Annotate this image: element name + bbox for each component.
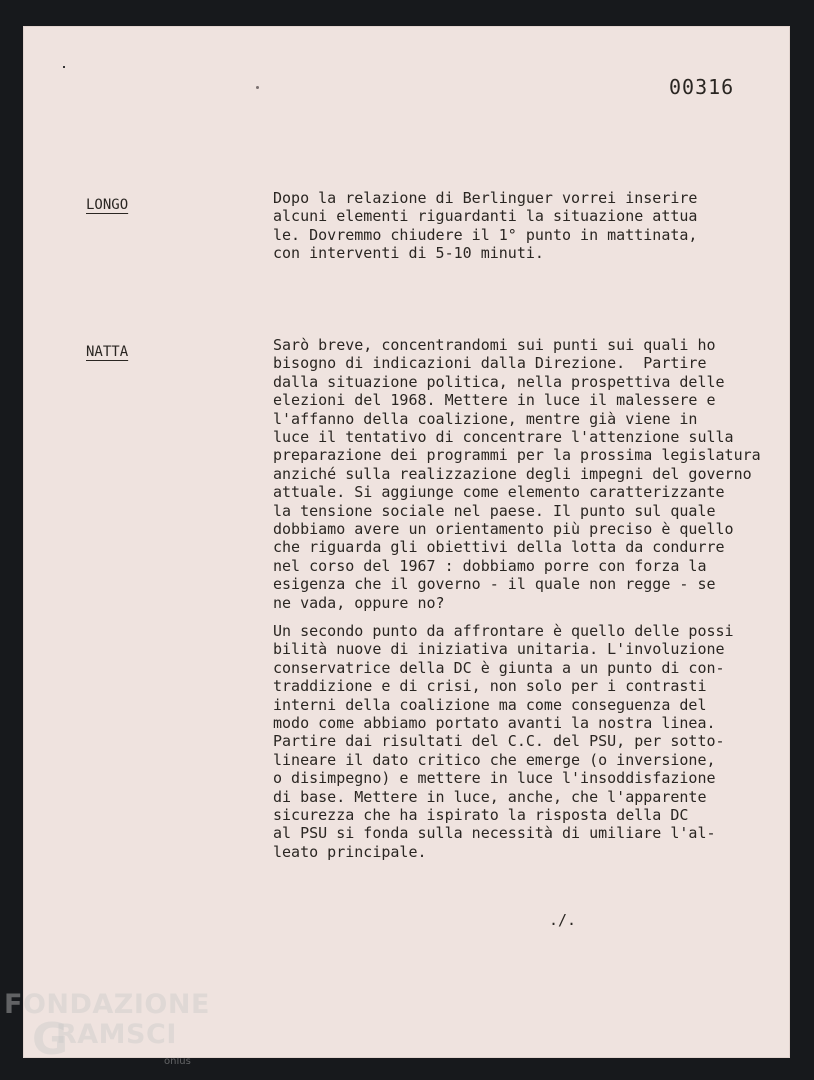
longo-paragraph: Dopo la relazione di Berlinguer vorrei inserire alcuni elementi riguardanti la situazione attua le. Dovremmo chiudere il 1° punto in mattinata, con interventi di 5-10 minuti. [273,189,698,263]
speaker-natta: NATTA [86,344,129,360]
ink-speck [63,66,65,68]
document-number: 00316 [669,75,735,99]
watermark-line1: FONDAZIONE [4,989,210,1020]
ink-dot [256,86,259,89]
fondazione-gramsci-watermark [4,989,210,1067]
watermark-sub: onlus [164,1056,191,1067]
natta-paragraph-1: Sarò breve, concentrandomi sui punti sui quali ho bisogno di indicazioni dalla Direzione. Partire dalla situazione politica, nella prospettiva delle elezioni del 1968. Mettere in luce il malessere e l'affanno della coalizione, mentre già viene in luce il tentativo di concentrare l'attenzione sulla preparazione dei programmi per la prossima legislatura anziché sulla realizzazione degli impegni del governo attuale. Si aggiunge come elemento caratterizzante la tensione sociale nel paese. Il punto sul quale dobbiamo avere un orientamento più preciso è quello che riguarda gli obiettivi della lotta da condurre nel corso del 1967 : dobbiamo porre con forza la esigenza che il governo - il quale non regge - se ne vada, oppure no? [273,336,761,612]
speaker-longo: LONGO [86,197,129,213]
natta-paragraph-2: Un secondo punto da affrontare è quello delle possi bilità nuove di iniziativa unitaria. L'involuzione conservatrice della DC è giunta a un punto di con- traddizione e di crisi, non solo per i contrasti interni della coalizione ma come conseguenza del modo come abbiamo portato avanti la nostra linea. Partire dai risultati del C.C. del PSU, per sotto- lineare il dato critico che emerge (o inversione, o disimpegno) e mettere in luce l'insoddisfazione di base. Mettere in luce, anche, che l'apparente sicurezza che ha ispirato la risposta della DC al PSU si fonda sulla necessità di umiliare l'al- leato principale. [273,622,734,861]
watermark-g-initial: G [32,1014,69,1065]
watermark-line2-rest: RAMSCI [56,1019,177,1050]
continuation-mark: ./. [549,911,577,929]
